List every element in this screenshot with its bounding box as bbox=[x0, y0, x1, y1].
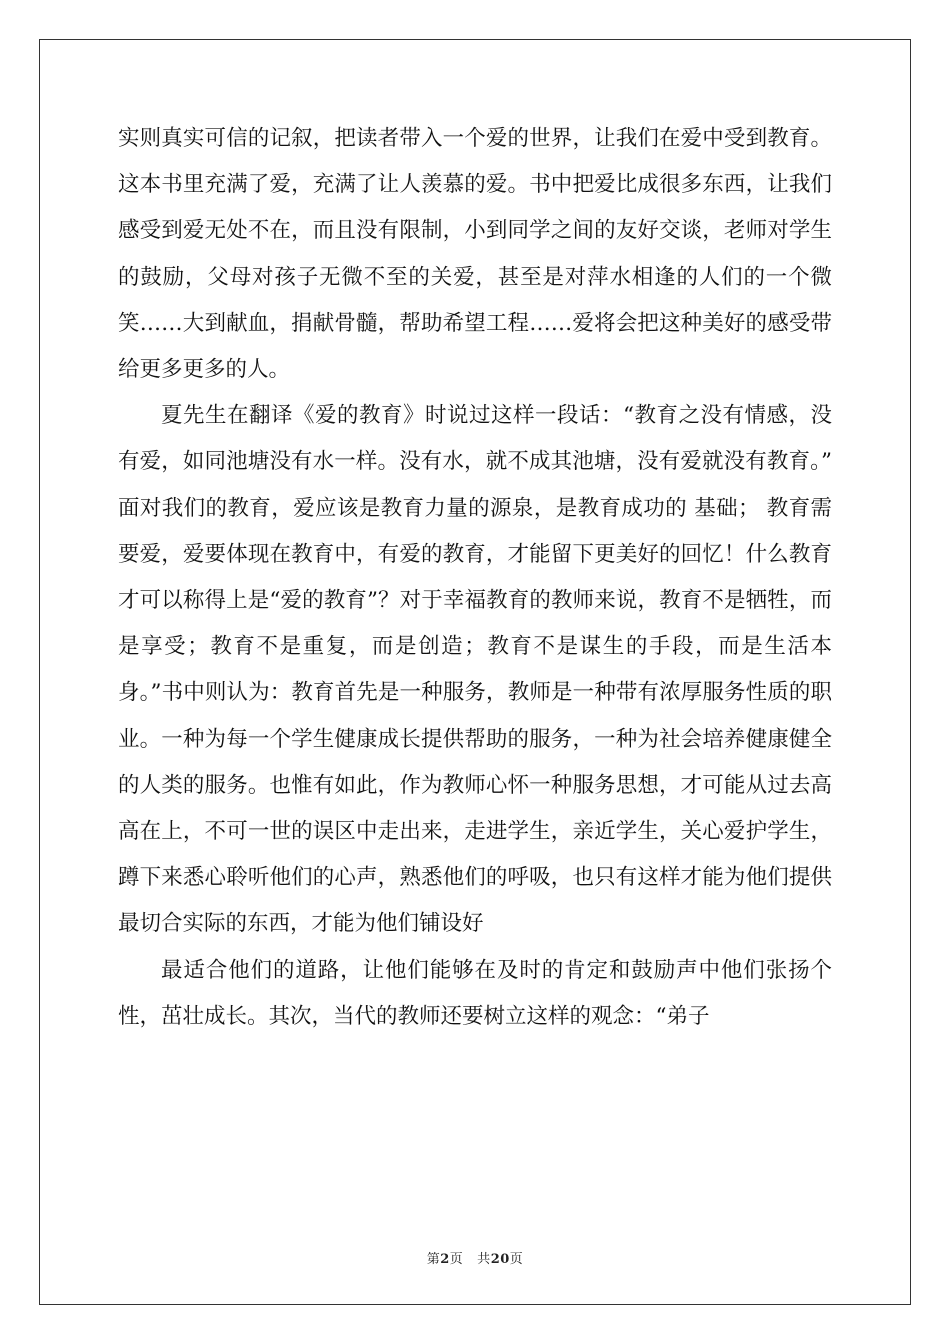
paragraph-3: 最适合他们的道路，让他们能够在及时的肯定和鼓励声中他们张扬个性，茁壮成长。其次，当代的教师还要树立这样的观念：“弟子 bbox=[118, 957, 832, 1029]
total-pages: 20 bbox=[490, 1252, 510, 1267]
page-prefix: 第 bbox=[426, 1252, 441, 1267]
total-suffix: 页 bbox=[509, 1252, 524, 1267]
total-prefix: 共 bbox=[477, 1252, 491, 1267]
page-suffix: 页 bbox=[449, 1252, 464, 1267]
page-footer bbox=[0, 1248, 950, 1267]
paragraph-1: 实则真实可信的记叙，把读者带入一个爱的世界，让我们在爱中受到教育。这本书里充满了爱，充满了让人羡慕的爱。书中把爱比成很多东西，让我们感受到爱无处不在，而且没有限制，小到同学之间的友好交谈，老师对学生的鼓励，父母对孩子无微不至的关爱，甚至是对萍水相逢的人们的一个微笑……大到献血，捐献骨髓，帮助希望工程……爱将会把这种美好的感受带给更多更多的人。 bbox=[118, 126, 832, 383]
page-number: 2 bbox=[440, 1252, 450, 1267]
document-body bbox=[118, 116, 832, 1040]
paragraph-2: 夏先生在翻译《爱的教育》时说过这样一段话：“教育之没有情感，没有爱，如同池塘没有水一样。没有水，就不成其池塘，没有爱就没有教育。” 面对我们的教育，爱应该是教育力量的源泉，是教育成功的 基础； 教育需要爱，爱要体现在教育中，有爱的教育，才能留下更美好的回忆！什么教育才可以称得上是“爱的教育”？对于幸福教育的教师来说，教育不是牺牲，而是享受；教育不是重复，而是创造；教育不是谋生的手段，而是生活本身。”书中则认为：教育首先是一种服务，教师是一种带有浓厚服务性质的职业。一种为每一个学生健康成长提供帮助的服务，一种为社会培养健康健全的人类的服务。也惟有如此，作为教师心怀一种服务思想，才可能从过去高高在上，不可一世的误区中走出来，走进学生，亲近学生，关心爱护学生，蹲下来悉心聆听他们的心声，熟悉他们的呼吸，也只有这样才能为他们提供最切合实际的东西，才能为他们铺设好 bbox=[118, 403, 832, 937]
